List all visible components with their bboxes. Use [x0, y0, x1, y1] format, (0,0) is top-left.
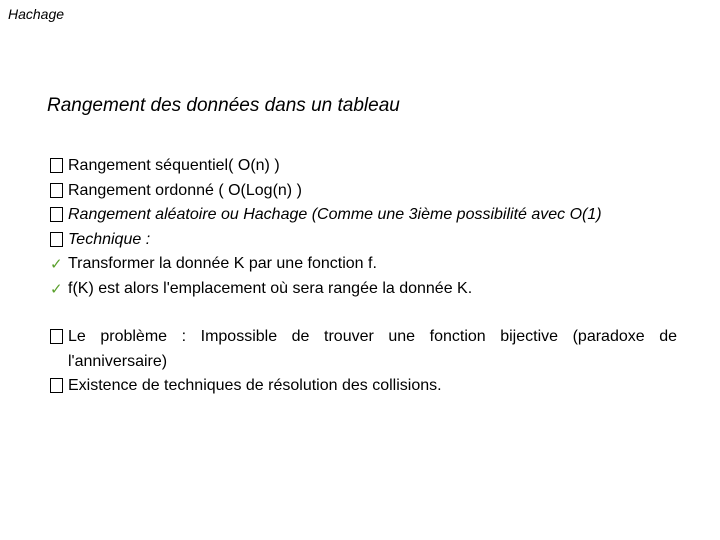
- list-item: [49, 252, 677, 277]
- list-item-text: Rangement aléatoire ou Hachage (Comme une 3ième possibilité avec O(1): [68, 206, 602, 223]
- spacer: [49, 301, 677, 325]
- list-item: [49, 374, 677, 399]
- list-item: [49, 228, 677, 253]
- square-bullet-icon: [50, 232, 63, 247]
- checkmark-icon: ✓: [50, 279, 63, 298]
- checkmark-icon: ✓: [50, 255, 63, 273]
- square-bullet-icon: [50, 207, 63, 222]
- list-item: [49, 277, 677, 302]
- list-item-text: Transformer la donnée K par une fonction f.: [68, 255, 377, 272]
- list-item-text: Existence de techniques de résolution des collisions.: [68, 377, 442, 394]
- square-bullet-icon: [50, 183, 63, 198]
- list-item: [49, 154, 677, 179]
- list-item: [49, 179, 677, 204]
- bullet-list: [49, 154, 677, 399]
- list-item-text: Rangement séquentiel( O(n) ): [68, 157, 280, 174]
- list-item-text: Technique :: [68, 230, 151, 248]
- square-bullet-icon: [50, 158, 63, 173]
- list-item-text: Rangement ordonné ( O(Log(n) ): [68, 181, 302, 199]
- square-bullet-icon: [50, 329, 63, 344]
- square-bullet-icon: [50, 378, 63, 393]
- section-title: Rangement des données dans un tableau: [47, 95, 400, 116]
- list-item-text: Le problème : Impossible de trouver une fonction bijective (paradoxe de l'anniversaire): [68, 328, 677, 370]
- list-item: [49, 325, 677, 374]
- page-title: Hachage: [8, 6, 65, 22]
- list-item: [49, 203, 677, 228]
- list-item-text: f(K) est alors l'emplacement où sera rangée la donnée K.: [68, 279, 473, 297]
